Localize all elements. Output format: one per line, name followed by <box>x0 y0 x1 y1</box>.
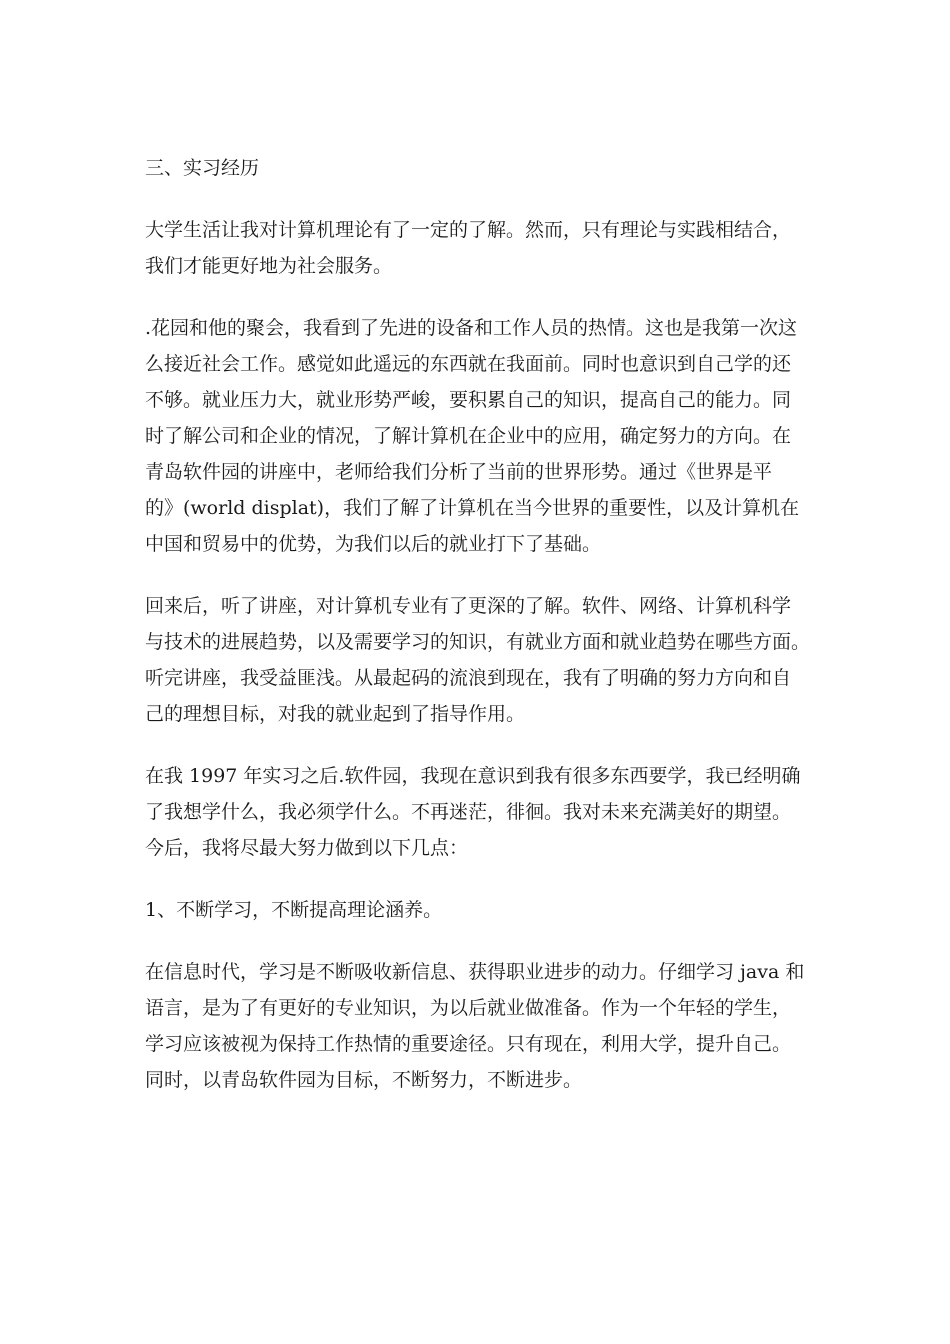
document-page <box>145 150 810 1124</box>
paragraph-line: 回来后，听了讲座，对计算机专业有了更深的了解。软件、网络、计算机科学 <box>145 595 792 617</box>
paragraph-line: 与技术的进展趋势，以及需要学习的知识，有就业方面和就业趋势在哪些方面。 <box>145 631 811 653</box>
paragraph-2 <box>145 310 810 562</box>
paragraph-1 <box>145 212 810 284</box>
paragraph-line: 己的理想目标，对我的就业起到了指导作用。 <box>145 703 526 725</box>
paragraph-line: 在信息时代，学习是不断吸收新信息、获得职业进步的动力。仔细学习 java 和 <box>145 961 805 983</box>
paragraph-line: 时了解公司和企业的情况，了解计算机在企业中的应用，确定努力的方向。在 <box>145 425 792 447</box>
paragraph-line: 么接近社会工作。感觉如此遥远的东西就在我面前。同时也意识到自己学的还 <box>145 353 792 375</box>
paragraph-line: 大学生活让我对计算机理论有了一定的了解。然而，只有理论与实践相结合， <box>145 219 792 241</box>
paragraph-line: 听完讲座，我受益匪浅。从最起码的流浪到现在，我有了明确的努力方向和自 <box>145 667 792 689</box>
paragraph-line: .花园和他的聚会，我看到了先进的设备和工作人员的热情。这也是我第一次这 <box>145 317 798 339</box>
paragraph-6 <box>145 954 810 1098</box>
paragraph-3 <box>145 588 810 732</box>
paragraph-5 <box>145 892 810 928</box>
paragraph-line: 青岛软件园的讲座中，老师给我们分析了当前的世界形势。通过《世界是平 <box>145 461 773 483</box>
paragraph-line: 了我想学什么，我必须学什么。不再迷茫，徘徊。我对未来充满美好的期望。 <box>145 801 792 823</box>
paragraph-line: 中国和贸易中的优势，为我们以后的就业打下了基础。 <box>145 533 602 555</box>
section-heading: 三、实习经历 <box>145 157 260 179</box>
paragraph-line: 今后，我将尽最大努力做到以下几点： <box>145 837 469 859</box>
paragraph-line: 不够。就业压力大，就业形势严峻，要积累自己的知识，提高自己的能力。同 <box>145 389 792 411</box>
paragraph-line: 在我 1997 年实习之后.软件园，我现在意识到我有很多东西要学，我已经明确 <box>145 765 801 787</box>
paragraph-line: 1、不断学习，不断提高理论涵养。 <box>145 899 443 921</box>
paragraph-line: 学习应该被视为保持工作热情的重要途径。只有现在，利用大学，提升自己。 <box>145 1033 792 1055</box>
paragraph-line: 我们才能更好地为社会服务。 <box>145 255 393 277</box>
paragraph-line: 语言，是为了有更好的专业知识，为以后就业做准备。作为一个年轻的学生， <box>145 997 792 1019</box>
paragraph-line: 同时，以青岛软件园为目标，不断努力，不断进步。 <box>145 1069 583 1091</box>
paragraph-4 <box>145 758 810 866</box>
paragraph-line: 的》(world displat)，我们了解了计算机在当今世界的重要性，以及计算机在 <box>145 497 800 519</box>
